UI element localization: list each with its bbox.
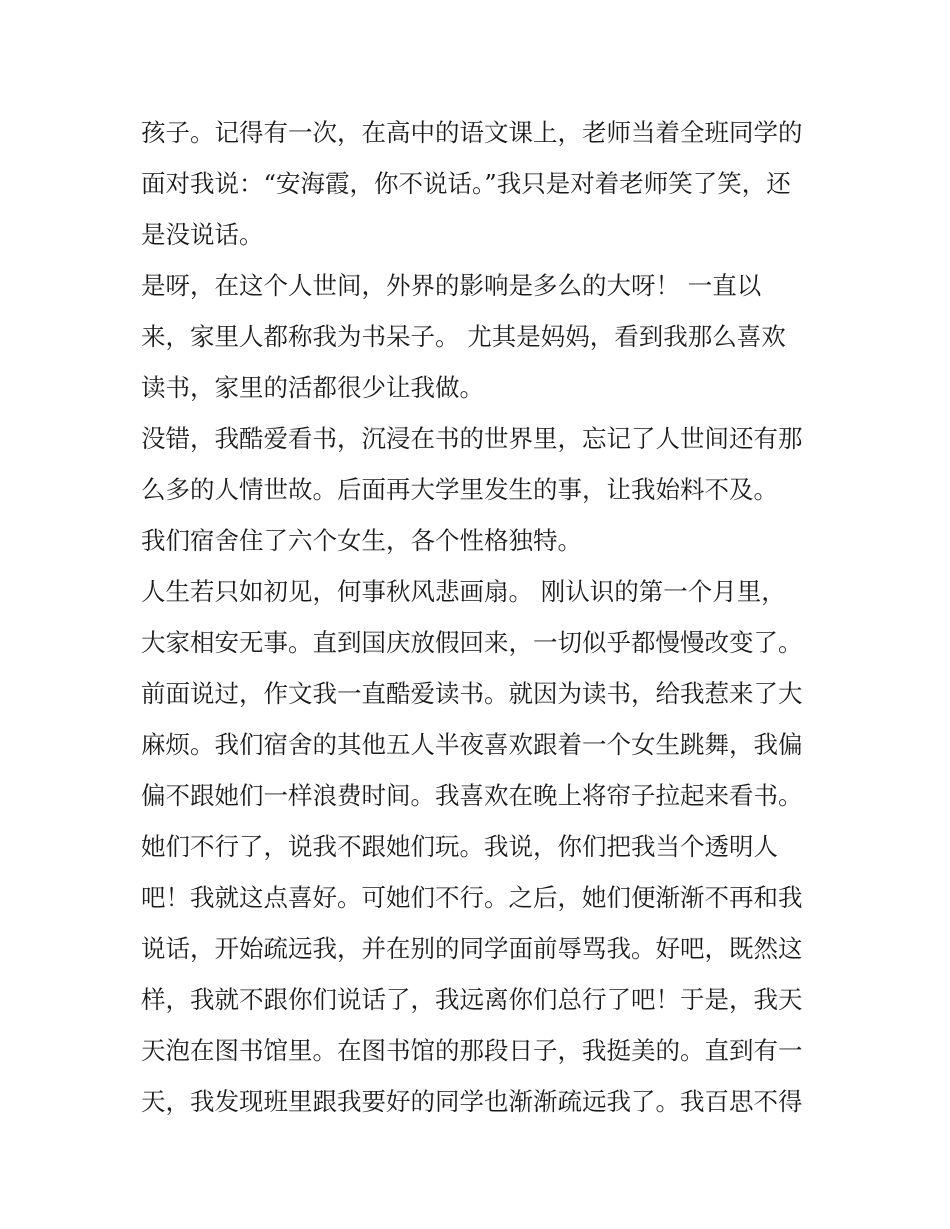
text-line: 说话，开始疏远我，并在别的同学面前辱骂我。好吧，既然这 [141,934,803,963]
text-line: 么多的人情世故。后面再大学里发生的事，让我始料不及。 [141,475,778,504]
text-line: 我们宿舍住了六个女生，各个性格独特。 [141,526,582,555]
text-line: 面对我说：“安海霞，你不说话。”我只是对着老师笑了笑，还 [141,169,791,198]
text-line: 读书，家里的活都很少让我做。 [141,373,484,402]
text-line: 前面说过，作文我一直酷爱读书。就因为读书，给我惹来了大 [141,679,803,708]
text-line: 没错，我酷爱看书，沉浸在书的世界里，忘记了人世间还有那 [141,424,803,453]
text-line: 样，我就不跟你们说话了，我远离你们总行了吧！于是，我天 [141,985,803,1014]
text-line: 麻烦。我们宿舍的其他五人半夜喜欢跟着一个女生跳舞，我偏 [141,730,803,759]
text-line: 偏不跟她们一样浪费时间。我喜欢在晚上将帘子拉起来看书。 [141,781,803,810]
text-line: 孩子。记得有一次，在高中的语文课上，老师当着全班同学的 [141,118,803,147]
text-line: 人生若只如初见，何事秋风悲画扇。 刚认识的第一个月里， [141,577,786,606]
text-line: 来，家里人都称我为书呆子。 尤其是妈妈，看到我那么喜欢 [141,322,786,351]
text-line: 她们不行了，说我不跟她们玩。我说，你们把我当个透明人 [141,832,778,861]
document-body [141,107,816,1127]
text-line: 是呀，在这个人世间，外界的影响是多么的大呀！ 一直以 [141,271,762,300]
text-line: 大家相安无事。直到国庆放假回来，一切似乎都慢慢改变了。 [141,628,803,657]
text-line: 是没说话。 [141,220,264,249]
text-line: 天，我发现班里跟我要好的同学也渐渐疏远我了。我百思不得 [141,1087,803,1116]
text-line: 天泡在图书馆里。在图书馆的那段日子，我挺美的。直到有一 [141,1036,803,1065]
text-line: 吧！我就这点喜好。可她们不行。之后，她们便渐渐不再和我 [141,883,803,912]
